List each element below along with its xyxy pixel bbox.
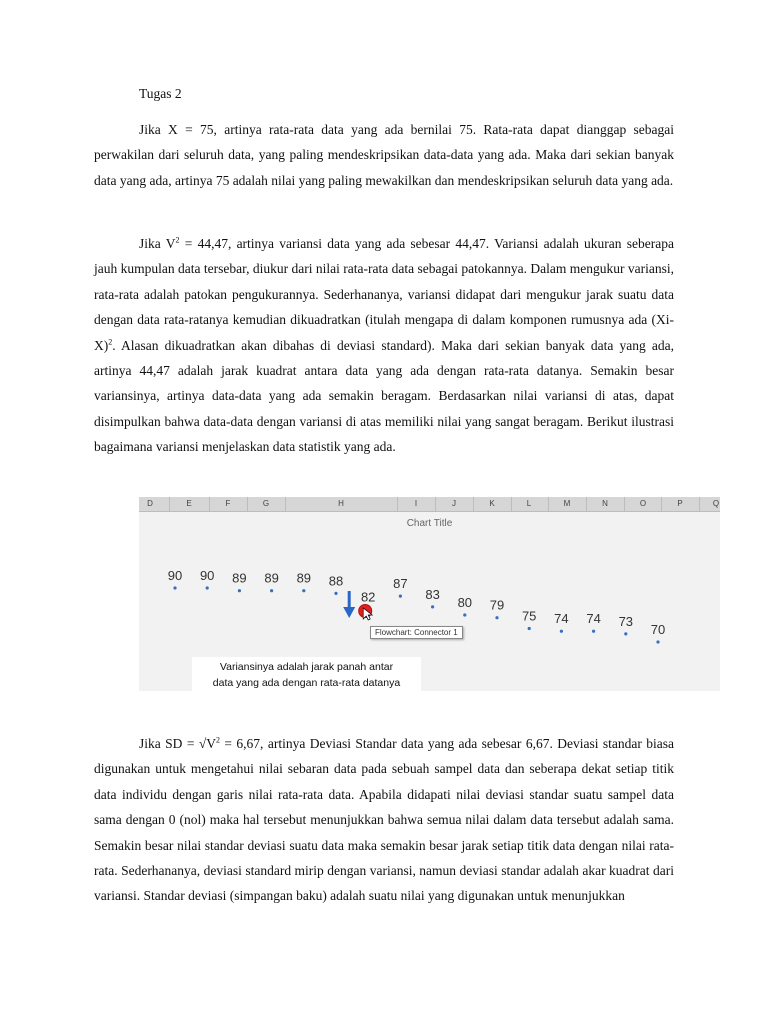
data-point [334,592,337,595]
data-label: 74 [554,611,569,627]
image-caption [192,657,421,691]
paragraph-mean [94,117,674,193]
data-label: 73 [618,613,634,629]
data-point [656,640,659,643]
column-letter-q: Q [712,499,720,508]
data-label: 70 [650,622,666,637]
caption-line-2: data yang ada dengan rata-rata datanya [212,677,401,689]
paragraph-mean-text: Jika X = 75, artinya rata-rata data yang ada bernilai 75. Rata-rata dapat dianggap sebagai perwakilan dari seluruh data, yang paling mendeskripsikan data-data yang ada. Maka dari sekian banyak data yang ada, artinya 75 adalah nilai yang paling mewakilkan dan mendeskripsikan seluruh data yang ada. [94,122,674,188]
column-letter-n: N [602,499,608,508]
data-point [463,613,466,616]
data-label: 89 [264,570,279,586]
tooltip: Flowchart: Connector 1 [370,626,463,639]
superscript: 2 [175,235,180,245]
column-letter-k: K [489,499,495,508]
paragraph-std-dev [94,731,674,909]
data-point [173,586,176,589]
paragraph-std-dev-text-b: = 6,67, artinya Deviasi Standar data yang ada sebesar 6,67. Deviasi standar biasa digunakan untuk mengetahui nilai sebaran data pada sebuah sampel data dan seberapa dekat setiap titik data individu dengan garis nilai rata-rata data. Apabila didapati nilai deviasi standar suatu sampel data sama dengan 0 (nol) maka hal tersebut menunjukkan bahwa semua nilai dalam data tersebut adalah sama. Semakin besar nilai standar deviasi suatu data maka semakin besar jarak setiap titik data dengan nilai rata-rata. Sederhananya, deviasi standard mirip dengan variansi, namun deviasi standar adalah akar kuadrat dari variansi. Standar deviasi (simpangan baku) adalah suatu nilai yang digunakan untuk menunjukkan [94,736,674,904]
data-point [592,630,595,633]
data-label: 79 [489,597,505,613]
caption-line-1: Variansinya adalah jarak panah antar [219,661,394,673]
data-point [238,589,241,592]
down-arrow-icon [343,591,355,618]
column-letter-j: J [452,499,456,508]
data-point [399,595,402,598]
column-letter-m: M [563,499,571,508]
data-label: 74 [586,611,601,627]
data-point [302,589,305,592]
data-label: 90 [167,568,183,583]
data-label: 90 [199,568,215,583]
column-letter-i: I [414,499,418,508]
page-title: Tugas 2 [139,86,182,101]
data-label: 89 [232,570,247,586]
data-point [528,627,531,630]
data-point [431,605,434,608]
column-letter-f: F [225,499,231,508]
superscript: 2 [108,337,113,347]
column-letter-e: E [186,499,192,508]
data-label: 80 [457,595,473,610]
data-label: 87 [393,576,408,592]
data-label: 83 [425,586,440,602]
column-letter-l: L [526,499,532,508]
data-label: 82 [360,589,376,605]
column-letter-h: H [338,499,344,508]
data-point [495,616,498,619]
paragraph-variance-text-a: Jika V [139,236,176,251]
column-letter-g: G [262,499,270,508]
data-point [270,589,273,592]
paragraph-variance-text-c: . Alasan dikuadratkan akan dibahas di deviasi standard). Maka dari sekian banyak data yang ada, artinya 44,47 adalah jarak kuadrat antara data yang ada dengan rata-rata datanya. Semakin besar variansinya, artinya data-data yang ada semakin beragam. Berdasarkan nilai variansi di atas, dapat disimpulkan bahwa data-data dengan variansi di atas memiliki nilai yang sangat beragam. Berikut ilustrasi bagaimana variansi menjelaskan data statistik yang ada. [94,337,674,455]
paragraph-variance [94,231,674,460]
data-label: 75 [521,608,537,624]
chart-title: Chart Title [406,518,453,529]
paragraph-variance-text-b: = 44,47, artinya variansi data yang ada sebesar 44,47. Variansi adalah ukuran seberapa jauh kumpulan data tersebar, diukur dari nilai rata-rata data sebagai patokannya. Dalam mengukur variansi, rata-rata adalah patokan pengukurannya. Sederhananya, variansi didapat dari mengukur jarak suatu data dengan data rata-ratanya kemudian dikuadratkan (itulah mengapa di dalam komponen rumusnya ada (Xi-X) [94,236,674,353]
column-letter-p: P [677,499,683,508]
data-label: 88 [328,573,344,589]
data-point [560,630,563,633]
data-point [624,632,627,635]
column-letter-o: O [639,499,647,508]
chart-screenshot [139,497,720,691]
superscript: 2 [216,735,220,745]
paragraph-std-dev-text-a: Jika SD = √V [139,736,216,751]
column-letter-d: D [147,499,153,508]
data-label: 89 [296,570,312,586]
data-point [206,586,209,589]
